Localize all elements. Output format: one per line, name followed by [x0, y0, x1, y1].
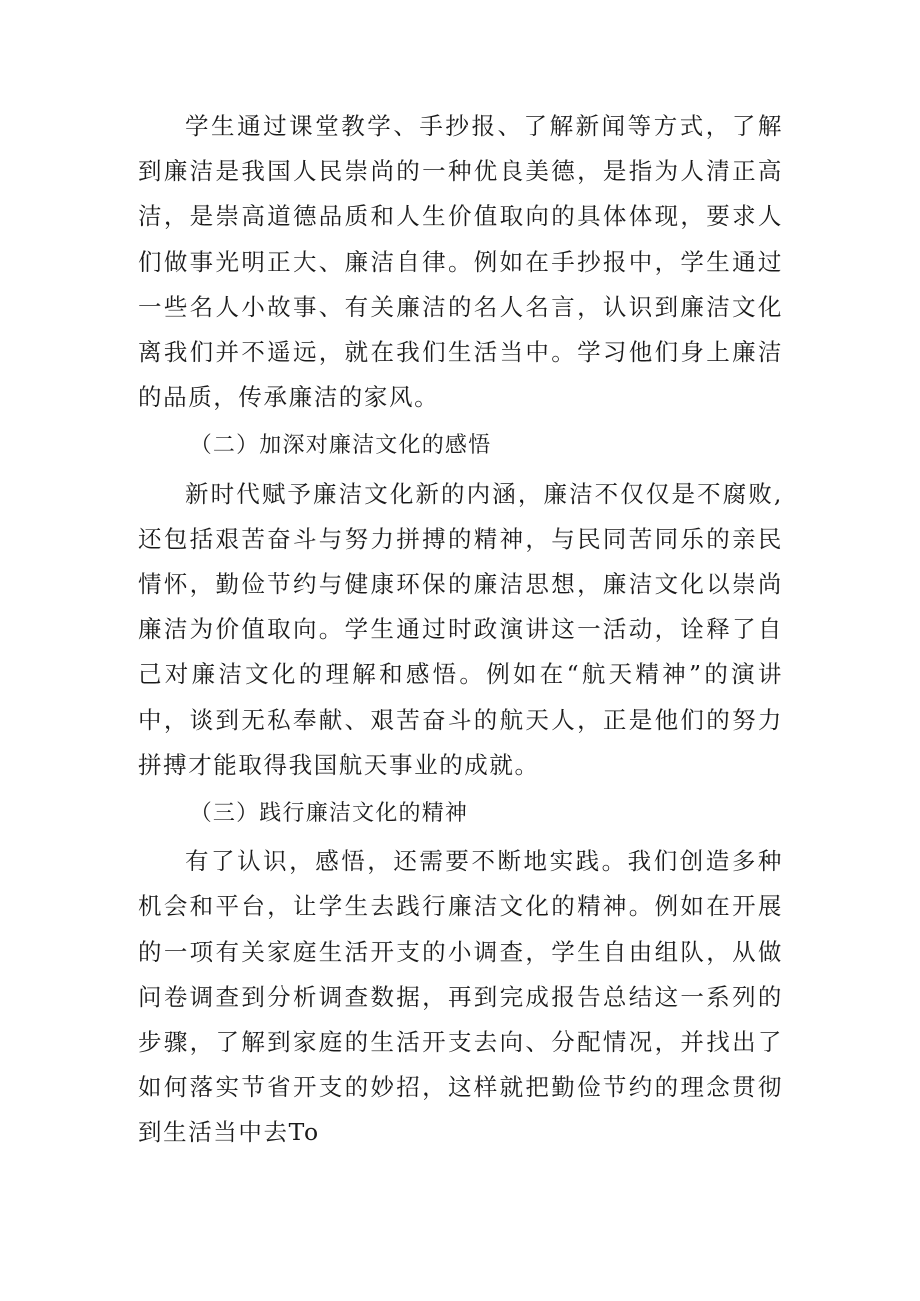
section-heading-2: （二）加深对廉洁文化的感悟 — [189, 433, 492, 459]
section-heading-3: （三）践行廉洁文化的精神 — [189, 801, 469, 827]
paragraph-2: 新时代赋予廉洁文化新的内涵，廉洁不仅仅是不腐败,还包括艰苦奋斗与努力拼搏的精神，与民同苦同乐的亲民情怀，勤俭节约与健康环保的廉洁思想，廉洁文化以崇尚廉洁为价值取向。学生通过时政演讲这一活动，诠释了自己对廉洁文化的理解和感悟。例如在“航天精神”的演讲中，谈到无私奉献、艰苦奋斗的航天人，正是他们的努力拼搏才能取得我国航天事业的成就。 — [138, 479, 783, 779]
paragraph-3: 有了认识，感悟，还需要不断地实践。我们创造多种机会和平台，让学生去践行廉洁文化的精神。例如在开展的一项有关家庭生活开支的小调查，学生自由组队，从做问卷调查到分析调查数据，再到完成报告总结这一系列的步骤，了解到家庭的生活开支去向、分配情况，并找出了如何落实节省开支的妙招，这样就把勤俭节约的理念贯彻到生活当中去To — [138, 847, 783, 1147]
document-body — [138, 104, 783, 1156]
paragraph-1: 学生通过课堂教学、手抄报、了解新闻等方式，了解到廉洁是我国人民崇尚的一种优良美德，是指为人清正高洁，是崇高道德品质和人生价值取向的具体体现，要求人们做事光明正大、廉洁自律。例如在手抄报中，学生通过一些名人小故事、有关廉洁的名人名言，认识到廉洁文化离我们并不遥远，就在我们生活当中。学习他们身上廉洁的品质，传承廉洁的家风。 — [138, 112, 783, 412]
